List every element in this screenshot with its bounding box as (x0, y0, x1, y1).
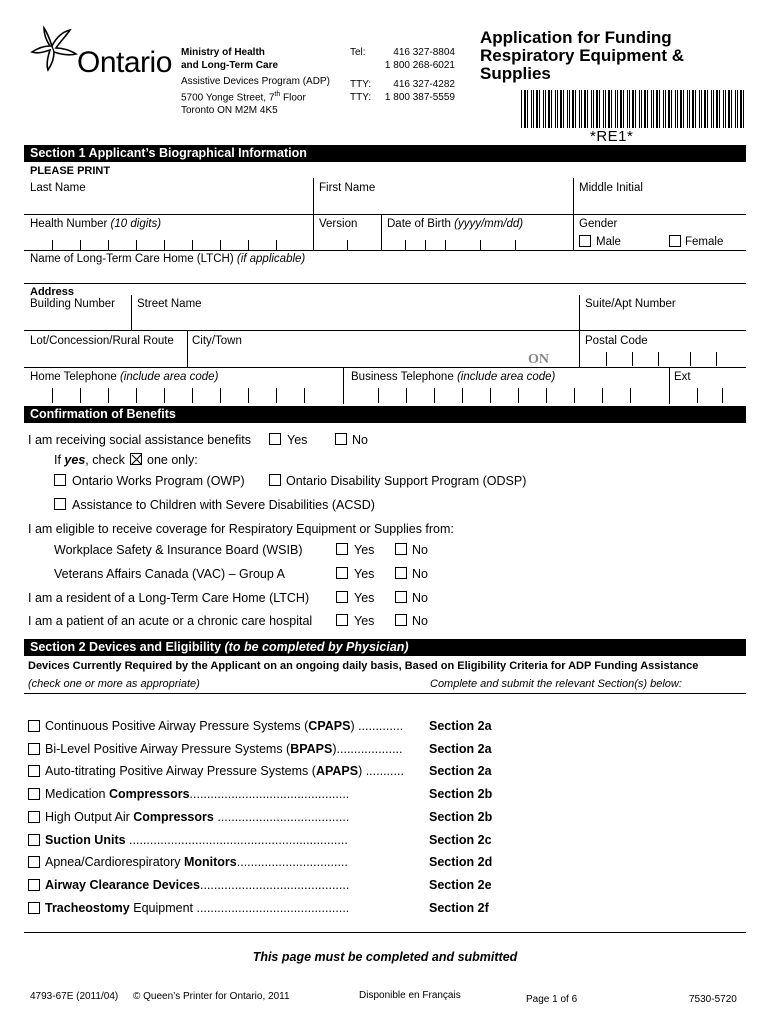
one-only-label: one only: (147, 453, 198, 467)
home-tel-label: Home Telephone (include area code) (30, 371, 219, 383)
device-section-ref: Section 2f (429, 900, 489, 915)
middle-initial-field[interactable] (576, 197, 744, 213)
hospital-label: I am a patient of an acute or a chronic care hospital (28, 614, 313, 628)
device-checkbox[interactable] (28, 879, 40, 891)
ltch-resident-label: I am a resident of a Long-Term Care Home (LTCH) (28, 591, 310, 605)
benefits-header: Confirmation of Benefits (24, 406, 746, 423)
home-tel-field[interactable] (28, 386, 338, 402)
acsd-checkbox[interactable] (54, 498, 66, 510)
check-example-icon (130, 453, 142, 465)
dob-label: Date of Birth (yyyy/mm/dd) (387, 218, 524, 230)
form-title: Application for Funding Respiratory Equipment & Supplies (480, 28, 685, 83)
device-section-ref: Section 2e (429, 877, 492, 892)
device-section-ref: Section 2a (429, 741, 492, 756)
ontario-wordmark: Ontario (77, 46, 172, 79)
device-label: Continuous Positive Airway Pressure Systems (CPAPS) ............. (45, 719, 404, 733)
device-section-ref: Section 2a (429, 719, 492, 733)
ext-field[interactable] (672, 386, 744, 402)
tel-label: Tel: (350, 47, 366, 58)
device-section-ref: Section 2b (429, 809, 493, 824)
section2-header: Section 2 Devices and Eligibility (to be completed by Physician) (24, 639, 746, 656)
device-section-ref: Section 2c (429, 832, 492, 847)
odsp-label: Ontario Disability Support Program (ODSP) (286, 474, 527, 488)
province-value: ON (528, 352, 549, 367)
device-label: Suction Units ............................................................... (45, 832, 348, 847)
street-address: 5700 Yonge Street, 7th Floor (181, 91, 306, 104)
suite-label: Suite/Apt Number (585, 298, 676, 310)
copyright: © Queen’s Printer for Ontario, 2011 (133, 991, 290, 1002)
tel-numbers: 416 327-8804 1 800 268-6021 (384, 47, 455, 71)
tty-numbers: 416 327-4282 1 800 387-5559 (384, 79, 455, 103)
page-number: Page 1 of 6 (526, 994, 578, 1005)
vac-no-checkbox[interactable] (395, 567, 407, 579)
device-checkbox[interactable] (28, 902, 40, 914)
check-hint: (check one or more as appropriate) (28, 678, 200, 690)
barcode (521, 90, 746, 128)
lot-field[interactable] (28, 350, 183, 366)
address-heading: Address (30, 286, 75, 298)
device-checkbox[interactable] (28, 720, 40, 732)
wsib-yes-checkbox[interactable] (336, 543, 348, 555)
ltch-no-checkbox[interactable] (395, 591, 407, 603)
social-assistance-label: I am receiving social assistance benefits (28, 433, 252, 447)
program-address (181, 75, 330, 117)
business-tel-label: Business Telephone (include area code) (351, 371, 556, 383)
hospital-yes-label: Yes (354, 614, 375, 628)
hospital-no-label: No (412, 614, 428, 628)
program-name: Assistive Devices Program (ADP) (181, 76, 330, 87)
city-field[interactable] (190, 350, 510, 366)
device-label: High Output Air Compressors ...................................... (45, 809, 350, 824)
device-checkbox[interactable] (28, 811, 40, 823)
device-checkbox[interactable] (28, 834, 40, 846)
french-availability: Disponible en Français (359, 990, 461, 1001)
device-checkbox[interactable] (28, 856, 40, 868)
owp-label: Ontario Works Program (OWP) (72, 474, 245, 488)
last-name-field[interactable] (28, 197, 310, 213)
device-label: Bi-Level Positive Airway Pressure Systems (BPAPS)................... (45, 741, 403, 756)
device-checkbox[interactable] (28, 743, 40, 755)
form-number: 4793-67E (2011/04) (30, 991, 119, 1002)
health-number-field[interactable] (28, 234, 310, 250)
tty-labels: TTY: TTY: (350, 79, 372, 103)
building-number-label: Building Number (30, 298, 116, 310)
business-tel-field[interactable] (348, 386, 666, 402)
lot-label: Lot/Concession/Rural Route (30, 335, 174, 347)
social-assistance-yes-label: Yes (287, 433, 308, 447)
device-label: Apnea/Cardiorespiratory Monitors................................ (45, 855, 348, 870)
middle-initial-label: Middle Initial (579, 182, 643, 194)
street-name-field[interactable] (134, 313, 576, 329)
suite-field[interactable] (582, 313, 744, 329)
ltch-name-label: Name of Long-Term Care Home (LTCH) (if applicable) (30, 253, 306, 265)
social-assistance-no-label: No (352, 433, 368, 447)
last-name-label: Last Name (30, 182, 86, 194)
vac-yes-checkbox[interactable] (336, 567, 348, 579)
first-name-field[interactable] (316, 197, 571, 213)
odsp-checkbox[interactable] (269, 474, 281, 486)
device-label: Tracheostomy Equipment ............................................ (45, 900, 350, 915)
owp-checkbox[interactable] (54, 474, 66, 486)
health-number-label: Health Number (10 digits) (30, 218, 162, 230)
male-label: Male (596, 236, 621, 248)
ltch-yes-label: Yes (354, 591, 375, 605)
wsib-no-checkbox[interactable] (395, 543, 407, 555)
device-checkbox[interactable] (28, 765, 40, 777)
male-checkbox[interactable] (579, 235, 591, 247)
device-checkbox[interactable] (28, 788, 40, 800)
device-section-ref: Section 2b (429, 787, 493, 802)
first-name-label: First Name (319, 182, 376, 194)
device-section-ref: Section 2a (429, 764, 492, 779)
vac-label: Veterans Affairs Canada (VAC) – Group A (54, 567, 285, 581)
devices-heading: Devices Currently Required by the Applicant on an ongoing daily basis, Based on Eligibility Criteria for ADP Funding Assistance (28, 660, 699, 672)
female-label: Female (685, 236, 724, 248)
wsib-no-label: No (412, 543, 428, 557)
version-label: Version (319, 218, 358, 230)
please-print: PLEASE PRINT (30, 165, 111, 177)
female-checkbox[interactable] (669, 235, 681, 247)
complete-hint: Complete and submit the relevant Section(s) below: (430, 678, 682, 690)
dob-field[interactable] (384, 234, 571, 250)
ontario-trillium-logo (30, 24, 80, 72)
hospital-no-checkbox[interactable] (395, 614, 407, 626)
social-assistance-no-checkbox[interactable] (335, 433, 347, 445)
must-complete-notice: This page must be completed and submitted (252, 950, 518, 964)
acsd-label: Assistance to Children with Severe Disabilities (ACSD) (72, 498, 375, 512)
vac-no-label: No (412, 567, 428, 581)
ltch-no-label: No (412, 591, 428, 605)
street-name-label: Street Name (137, 298, 202, 310)
ltch-name-field[interactable] (28, 266, 744, 282)
ministry-name (181, 46, 278, 72)
city-label: City/Town (192, 335, 242, 347)
ministry-line-1: Ministry of Health (181, 47, 265, 58)
barcode-text: *RE1* (590, 128, 634, 145)
device-section-ref: Section 2d (429, 855, 493, 870)
if-yes-instruction: If yes, check (54, 453, 125, 467)
hospital-yes-checkbox[interactable] (336, 614, 348, 626)
section1-header: Section 1 Applicant’s Biographical Information (24, 145, 746, 162)
postal-code-label: Postal Code (585, 335, 648, 347)
wsib-yes-label: Yes (354, 543, 375, 557)
gender-label: Gender (579, 218, 618, 230)
device-label: Medication Compressors.............................................. (45, 787, 350, 802)
wsib-label: Workplace Safety & Insurance Board (WSIB) (54, 543, 303, 557)
building-number-field[interactable] (28, 313, 128, 329)
city-address: Toronto ON M2M 4K5 (181, 105, 278, 117)
ltch-yes-checkbox[interactable] (336, 591, 348, 603)
device-label: Auto-titrating Positive Airway Pressure Systems (APAPS) ........... (45, 764, 404, 779)
social-assistance-yes-checkbox[interactable] (269, 433, 281, 445)
ext-label: Ext (674, 371, 691, 383)
form-code: 7530-5720 (689, 994, 737, 1005)
vac-yes-label: Yes (354, 567, 375, 581)
ministry-line-2: and Long-Term Care (181, 60, 279, 71)
device-label: Airway Clearance Devices........................................... (45, 877, 350, 892)
eligible-label: I am eligible to receive coverage for Respiratory Equipment or Supplies from: (28, 522, 454, 536)
